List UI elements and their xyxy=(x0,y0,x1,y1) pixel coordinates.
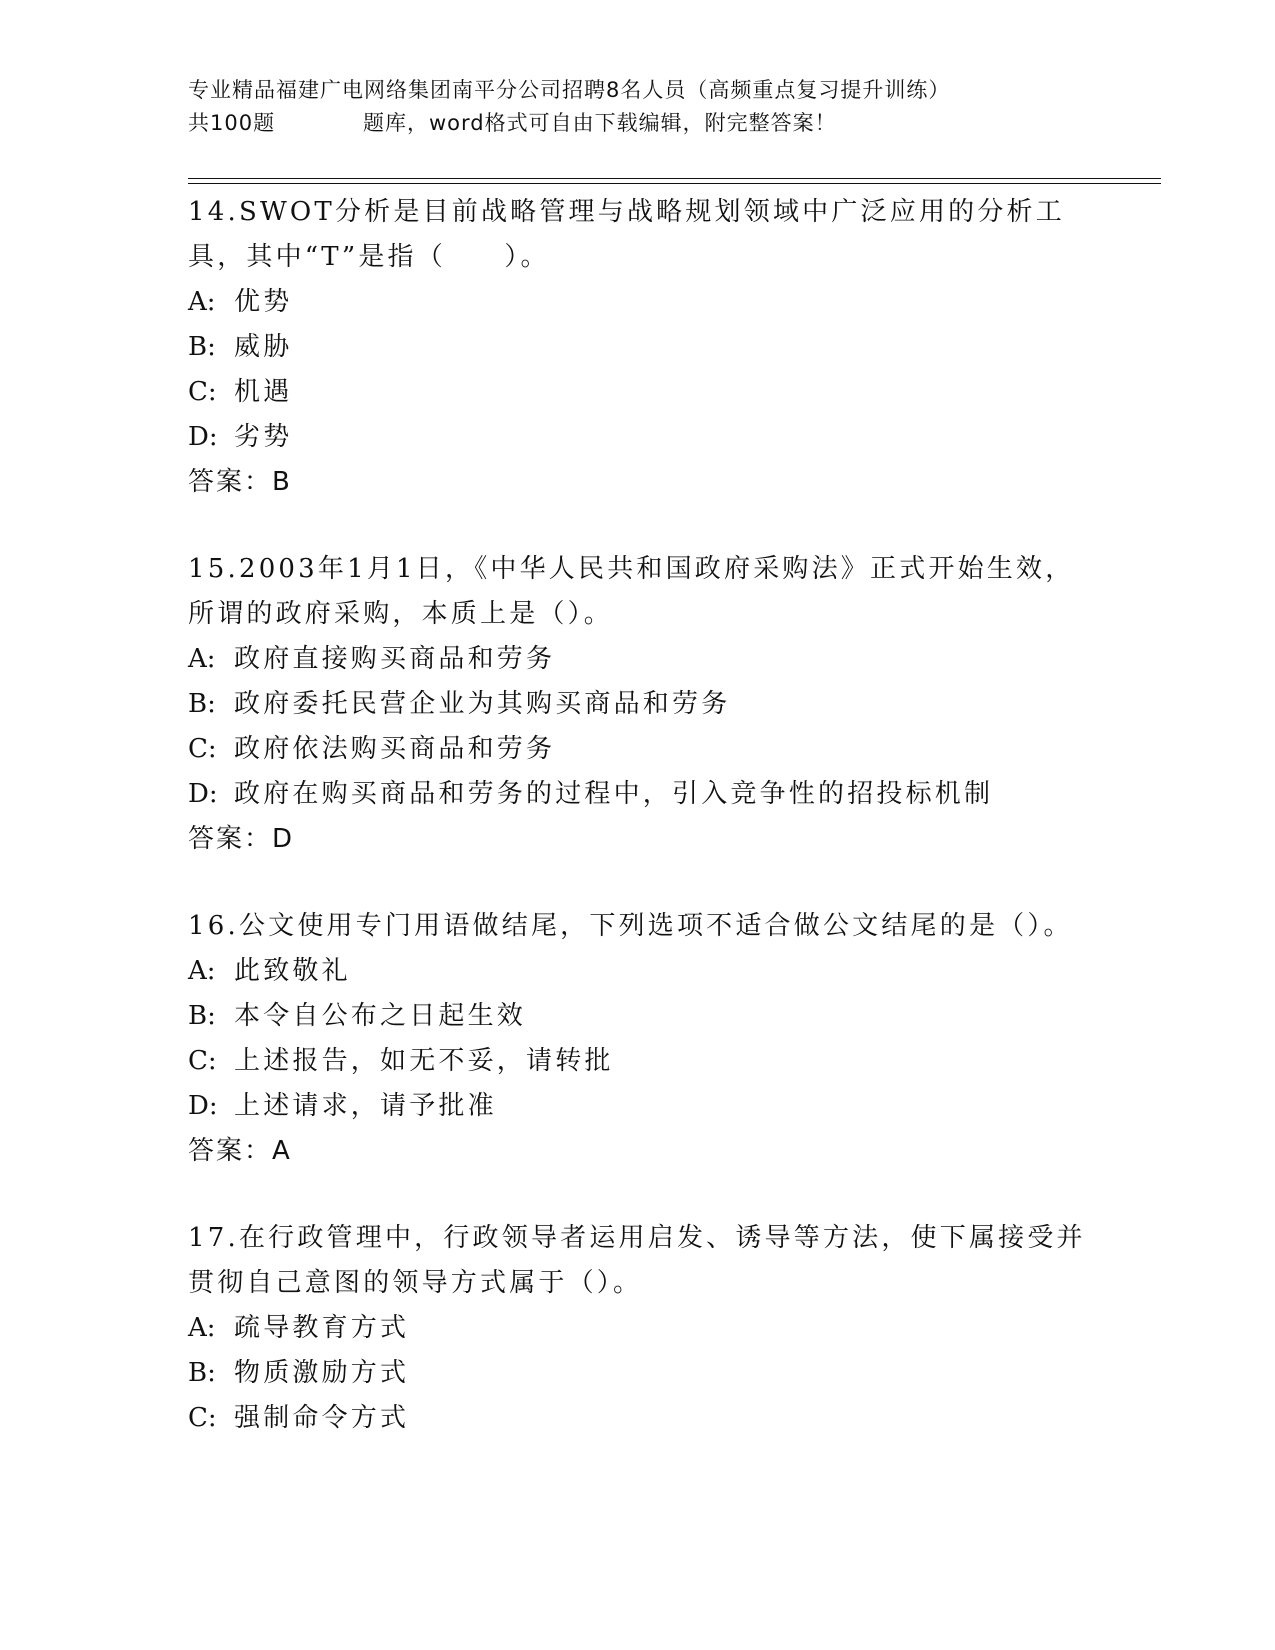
option-letter: C: xyxy=(188,734,217,764)
option-d xyxy=(188,1084,1088,1129)
option-letter: D: xyxy=(188,779,218,809)
option-text: 政府直接购买商品和劳务 xyxy=(234,644,556,674)
option-letter: C: xyxy=(188,1403,217,1433)
option-letter: A: xyxy=(188,287,216,317)
answer-line: 答案：B xyxy=(188,467,292,497)
option-c xyxy=(188,370,1088,415)
option-letter: B: xyxy=(188,1358,216,1388)
option-text: 上述请求，请予批准 xyxy=(234,1091,497,1121)
header-description: 题库，word格式可自由下载编辑，附完整答案！ xyxy=(363,111,837,135)
option-text: 威胁 xyxy=(234,332,293,362)
question-item xyxy=(188,547,1088,862)
option-text: 机遇 xyxy=(234,377,293,407)
option-letter: C: xyxy=(188,1046,217,1076)
question-stem: 15.2003年1月1日，《中华人民共和国政府采购法》正式开始生效，所谓的政府采购，本质上是（）。 xyxy=(188,554,1075,629)
option-b xyxy=(188,1351,1088,1396)
option-text: 政府依法购买商品和劳务 xyxy=(234,734,556,764)
option-letter: B: xyxy=(188,1001,216,1031)
option-text: 政府委托民营企业为其购买商品和劳务 xyxy=(234,689,731,719)
question-list xyxy=(188,190,1088,1483)
option-c xyxy=(188,727,1088,772)
option-d xyxy=(188,772,1088,817)
option-b xyxy=(188,325,1088,370)
question-item xyxy=(188,1216,1088,1441)
option-letter: B: xyxy=(188,332,216,362)
option-text: 强制命令方式 xyxy=(234,1403,410,1433)
header-divider-bottom xyxy=(188,183,1161,184)
header-title: 专业精品福建广电网络集团南平分公司招聘8名人员（高频重点复习提升训练） xyxy=(188,78,951,102)
option-c xyxy=(188,1396,1088,1441)
option-text: 劣势 xyxy=(234,422,293,452)
option-text: 政府在购买商品和劳务的过程中，引入竞争性的招投标机制 xyxy=(234,779,994,809)
option-text: 此致敬礼 xyxy=(234,956,351,986)
option-a xyxy=(188,280,1088,325)
answer-line: 答案：D xyxy=(188,824,295,854)
option-b xyxy=(188,994,1088,1039)
option-letter: C: xyxy=(188,377,217,407)
option-c xyxy=(188,1039,1088,1084)
answer-line: 答案：A xyxy=(188,1136,292,1166)
question-item xyxy=(188,904,1088,1174)
document-header xyxy=(188,74,1118,140)
option-letter: B: xyxy=(188,689,216,719)
option-d xyxy=(188,415,1088,460)
question-stem: 17.在行政管理中，行政领导者运用启发、诱导等方法，使下属接受并贯彻自己意图的领导方式属于（）。 xyxy=(188,1223,1086,1298)
option-letter: A: xyxy=(188,1313,216,1343)
header-divider-top xyxy=(188,178,1161,179)
option-b xyxy=(188,682,1088,727)
option-text: 物质激励方式 xyxy=(234,1358,410,1388)
option-a xyxy=(188,637,1088,682)
option-letter: D: xyxy=(188,1091,218,1121)
question-stem: 14.SWOT分析是目前战略管理与战略规划领域中广泛应用的分析工具，其中“T”是指（ ）。 xyxy=(188,197,1065,272)
header-subtitle xyxy=(188,107,1118,140)
option-text: 本令自公布之日起生效 xyxy=(234,1001,527,1031)
question-stem: 16.公文使用专门用语做结尾，下列选项不适合做公文结尾的是（）。 xyxy=(188,911,1073,941)
option-letter: D: xyxy=(188,422,218,452)
option-a xyxy=(188,949,1088,994)
option-text: 疏导教育方式 xyxy=(234,1313,410,1343)
option-letter: A: xyxy=(188,956,216,986)
option-a xyxy=(188,1306,1088,1351)
option-text: 优势 xyxy=(234,287,293,317)
question-count: 共100题 xyxy=(188,111,276,135)
option-text: 上述报告，如无不妥，请转批 xyxy=(234,1046,614,1076)
question-item xyxy=(188,190,1088,505)
option-letter: A: xyxy=(188,644,216,674)
